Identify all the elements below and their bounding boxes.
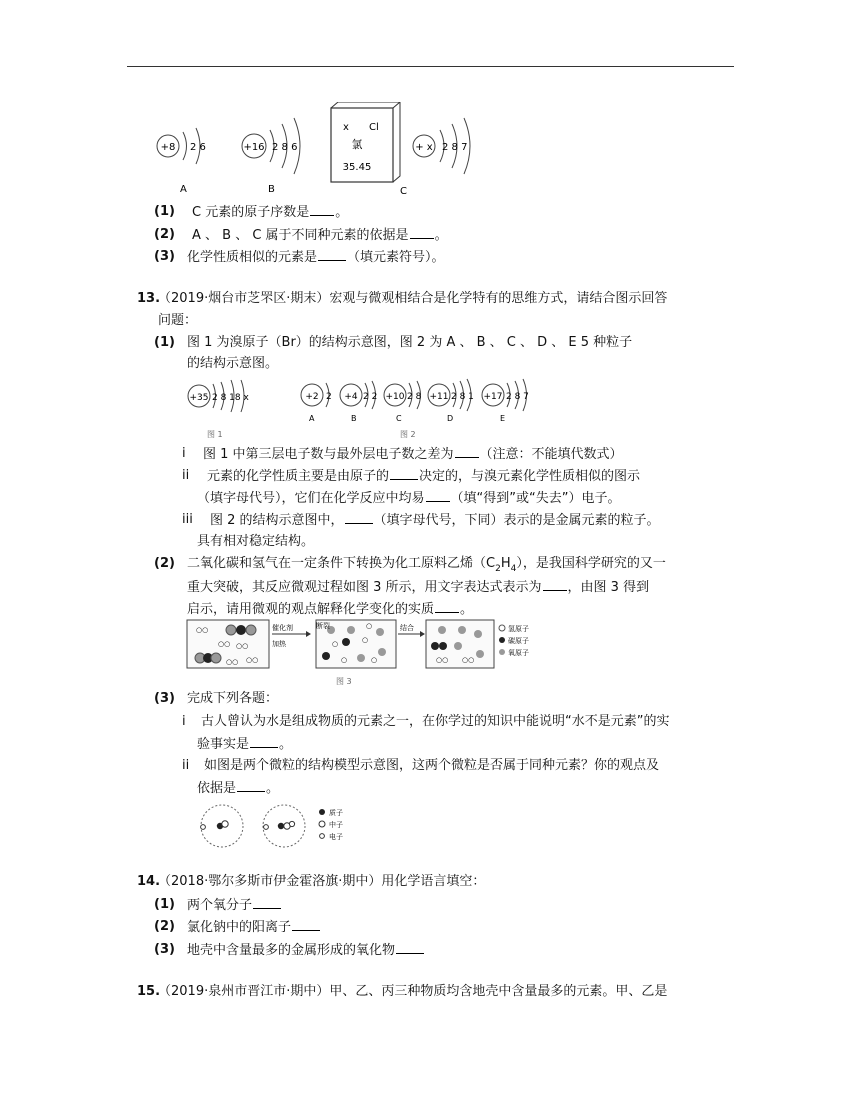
svg-text:加热: 加热 xyxy=(272,640,286,648)
answer-blank[interactable] xyxy=(318,248,346,261)
q14-s3-num: (3) xyxy=(154,942,175,957)
figure-atoms-abc xyxy=(150,102,490,198)
header-rule xyxy=(127,66,734,67)
q13-p3ii-line2: 依据是 。 xyxy=(197,781,280,796)
atom-c-diagram xyxy=(400,118,470,197)
svg-text:B: B xyxy=(351,414,357,423)
svg-text:○: ○ xyxy=(332,640,339,648)
svg-text:+11: +11 xyxy=(429,392,449,402)
svg-text:中子: 中子 xyxy=(329,821,343,829)
q14-s1-text: 两个氧分子 xyxy=(187,896,282,915)
answer-blank[interactable] xyxy=(543,578,567,591)
q12-s1-text: C 元素的原子序数是 。 xyxy=(192,205,349,220)
atom-b-label: B xyxy=(268,184,275,195)
atom-c-label: C xyxy=(400,186,407,197)
q13-p3i-num: i xyxy=(182,714,186,729)
answer-blank[interactable] xyxy=(310,203,334,216)
fig2-atom-a xyxy=(301,383,332,423)
reaction-box-3 xyxy=(426,620,494,668)
svg-text:○: ○ xyxy=(371,656,378,664)
q13-iii-line2: 具有相对稳定结构。 xyxy=(197,534,315,549)
reaction-arrow-3 xyxy=(398,623,425,637)
answer-blank[interactable] xyxy=(396,941,424,954)
q12-s3-text: 化学性质相似的元素是 （填元素符号）。 xyxy=(187,250,445,265)
q13-i-num: i xyxy=(182,446,186,461)
answer-blank[interactable] xyxy=(250,735,278,748)
figure-4-particles xyxy=(198,801,358,851)
q14-s1-num: (1) xyxy=(154,897,175,912)
q13-p3-text: 完成下列各题： xyxy=(187,691,279,706)
fig1-br-shells: 2 8 18 x xyxy=(212,393,249,403)
svg-text:氧原子: 氧原子 xyxy=(508,649,529,657)
answer-blank[interactable] xyxy=(390,467,418,480)
svg-text:○○: ○○ xyxy=(236,642,249,650)
q13-p3ii-num: ii xyxy=(182,758,190,773)
svg-text:○○: ○○ xyxy=(226,658,239,666)
svg-text:催化剂: 催化剂 xyxy=(272,624,293,632)
svg-text:○○: ○○ xyxy=(462,656,475,664)
q13-p1-line1: 图 1 为溴原子（Br）的结构示意图，图 2 为 A 、 B 、 C 、 D 、 E 5 种粒子 xyxy=(187,335,633,350)
answer-blank[interactable] xyxy=(292,918,320,931)
fig2-atom-c xyxy=(384,381,422,423)
svg-text:电子: 电子 xyxy=(329,833,343,841)
card-number: x xyxy=(343,122,349,133)
atom-b-nucleus: +16 xyxy=(243,142,265,153)
q13-iii-num: iii xyxy=(182,512,193,527)
svg-text:C: C xyxy=(396,414,402,423)
q13-p2-num: (2) xyxy=(154,556,175,571)
q12-s2-num: (2) xyxy=(154,227,175,242)
q13-ii-text: 元素的化学性质主要是由原子的 决定的，与溴元素化学性质相似的图示 xyxy=(207,469,641,484)
svg-text:D: D xyxy=(447,414,454,423)
q13-p2-line3: 启示，请用微观的观点解释化学变化的实质 。 xyxy=(187,602,474,617)
element-card xyxy=(331,102,400,182)
svg-text:○○: ○○ xyxy=(218,640,231,648)
particle-2 xyxy=(263,805,305,847)
reaction-arrow-1 xyxy=(272,623,311,648)
q15-line: （2019·泉州市晋江市·期中）甲、乙、丙三种物质均含地壳中含量最多的元素。甲、乙是 xyxy=(158,984,668,999)
svg-text:2 8 7: 2 8 7 xyxy=(506,392,529,402)
atom-b-diagram xyxy=(242,118,300,195)
svg-text:2 8 1: 2 8 1 xyxy=(451,392,474,402)
fig1-br-atom xyxy=(188,380,249,439)
figure-3-reaction xyxy=(186,618,546,688)
fig2-caption: 图 2 xyxy=(400,430,416,439)
svg-text:A: A xyxy=(309,414,315,423)
q13-i-text: 图 1 中第三层电子数与最外层电子数之差为 （注意：不能填代数式） xyxy=(203,447,623,462)
svg-text:2 8: 2 8 xyxy=(407,392,422,402)
svg-text:○○: ○○ xyxy=(246,656,259,664)
q12-s3-num: (3) xyxy=(154,249,175,264)
svg-text:+2: +2 xyxy=(305,392,319,402)
atom-b-shells: 2 8 6 xyxy=(272,142,298,153)
atom-c-nucleus: + x xyxy=(415,142,433,153)
svg-text:E: E xyxy=(500,414,506,423)
svg-text:+17: +17 xyxy=(483,392,503,402)
atom-a-shells: 2 6 xyxy=(190,142,206,153)
svg-text:结合: 结合 xyxy=(400,624,414,632)
q14-s3-text: 地壳中含量最多的金属形成的氧化物 xyxy=(187,941,425,960)
svg-text:碳原子: 碳原子 xyxy=(508,637,529,645)
q14-s2-text: 氯化钠中的阳离子 xyxy=(187,918,321,937)
card-symbol: Cl xyxy=(369,122,379,133)
atom-a-nucleus: +8 xyxy=(160,142,176,153)
svg-text:○○: ○○ xyxy=(436,656,449,664)
svg-text:○: ○ xyxy=(366,622,373,630)
q13-p3i-line2: 验事实是 。 xyxy=(197,737,293,752)
atom-a-label: A xyxy=(180,184,187,195)
fig1-caption: 图 1 xyxy=(207,430,223,439)
atom-a-diagram xyxy=(157,128,206,195)
answer-blank[interactable] xyxy=(410,226,434,239)
q13-p2-line1: 二氧化碳和氢气在一定条件下转换为化工原料乙烯$(C_2H_4)$，是我国科学研究的又一 xyxy=(187,556,666,574)
q13-p3ii-line1: 如图是两个微粒的结构模型示意图，这两个微粒是否属于同种元素？你的观点及 xyxy=(204,758,660,773)
q14-line: （2018·鄂尔多斯市伊金霍洛旗·期中）用化学语言填空： xyxy=(158,874,486,889)
answer-blank[interactable] xyxy=(237,779,265,792)
svg-text:+4: +4 xyxy=(344,392,358,402)
answer-blank[interactable] xyxy=(435,600,459,613)
q13-ii-num: ii xyxy=(182,468,190,483)
reaction-legend xyxy=(499,624,529,657)
svg-text:2 2: 2 2 xyxy=(363,392,378,402)
q12-s1-num: (1) xyxy=(154,204,175,219)
svg-text:○: ○ xyxy=(362,636,369,644)
answer-blank[interactable] xyxy=(426,489,450,502)
card-name: 氯 xyxy=(351,138,363,151)
q13-line2: 问题： xyxy=(158,313,198,328)
q12-s2-text: A 、 B 、 C 属于不同种元素的依据是 。 xyxy=(192,228,448,243)
card-mass: 35.45 xyxy=(342,162,372,173)
particle-1 xyxy=(201,805,243,847)
q15-num: 15. xyxy=(137,984,161,999)
particle-legend xyxy=(319,808,343,841)
q13-iii-text: 图 2 的结构示意图中， （填字母代号，下同）表示的是金属元素的粒子。 xyxy=(210,513,660,528)
q13-p3i-line1: 古人曾认为水是组成物质的元素之一，在你学过的知识中能说明“水不是元素”的实 xyxy=(201,714,670,729)
svg-text:2: 2 xyxy=(326,392,332,402)
figure-1-2-atoms xyxy=(185,377,530,441)
svg-text:断裂: 断裂 xyxy=(316,622,330,630)
svg-text:○: ○ xyxy=(341,656,348,664)
answer-blank[interactable] xyxy=(455,445,479,458)
fig3-caption: 图 3 xyxy=(336,677,352,686)
atom-c-shells: 2 8 7 xyxy=(442,142,468,153)
q13-ii-line2: （填字母代号），它们在化学反应中均易 （填“得到”或“失去”）电子。 xyxy=(197,491,621,506)
q13-p2-line2: 重大突破，其反应微观过程如图 3 所示，用文字表达式表示为 ，由图 3 得到 xyxy=(187,580,650,595)
svg-text:氢原子: 氢原子 xyxy=(508,625,529,633)
svg-text:质子: 质子 xyxy=(329,809,343,817)
svg-text:+10: +10 xyxy=(385,392,405,402)
svg-text:+35: +35 xyxy=(189,393,209,403)
q13-p3-num: (3) xyxy=(154,691,175,706)
reaction-box-1 xyxy=(187,620,269,668)
q13-num: 13. xyxy=(137,291,161,306)
q13-p1-line2: 的结构示意图。 xyxy=(187,356,279,371)
q13-p1-num: (1) xyxy=(154,335,175,350)
answer-blank[interactable] xyxy=(253,896,281,909)
answer-blank[interactable] xyxy=(345,511,373,524)
svg-text:○○: ○○ xyxy=(196,626,209,634)
fig2-atom-d xyxy=(428,379,474,423)
fig2-atom-b xyxy=(340,381,377,423)
q13-line1: （2019·烟台市芝罘区·期末）宏观与微观相结合是化学特有的思维方式，请结合图示回答 xyxy=(158,291,668,306)
q14-s2-num: (2) xyxy=(154,919,175,934)
q14-num: 14. xyxy=(137,874,161,889)
